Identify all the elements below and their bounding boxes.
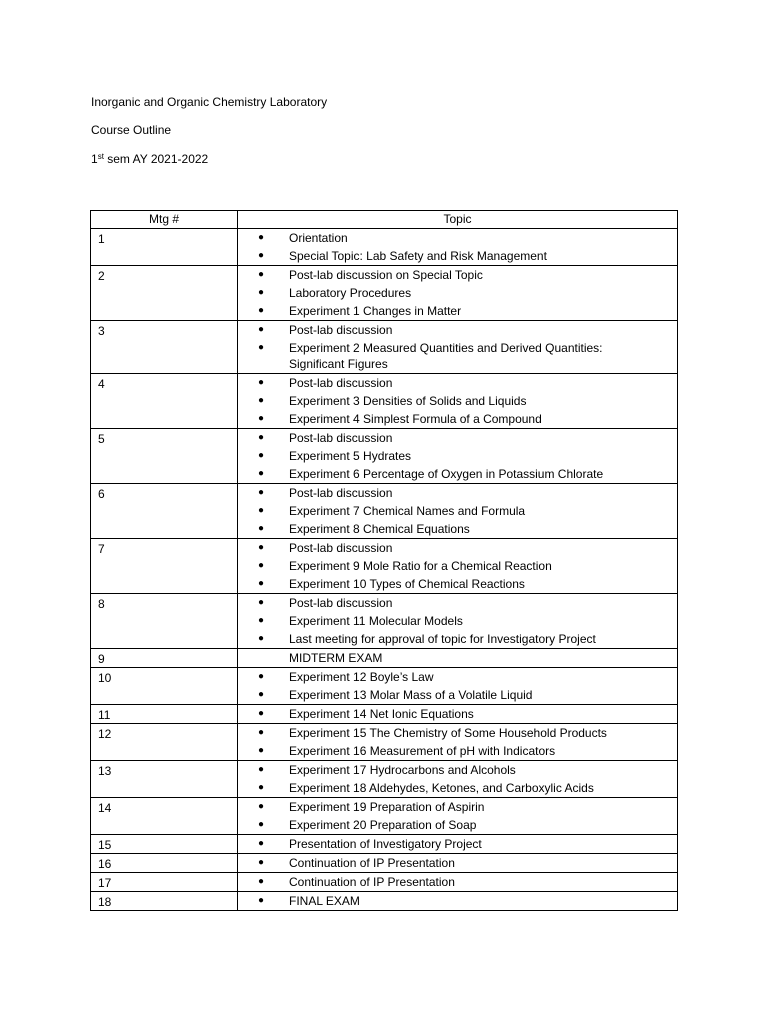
topic-cell <box>238 321 678 374</box>
topic-item <box>238 284 677 302</box>
semester-text: sem AY 2021-2022 <box>103 152 209 166</box>
topic-item <box>238 321 677 339</box>
topic-text: Experiment 9 Mole Ratio for a Chemical Reaction <box>289 559 552 573</box>
topic-text: Experiment 10 Types of Chemical Reactions <box>289 577 525 591</box>
meeting-number: 2 <box>91 266 238 321</box>
table-row <box>91 539 678 594</box>
topic-text: Experiment 20 Preparation of Soap <box>289 818 477 832</box>
topic-text: Post-lab discussion <box>289 431 393 445</box>
topic-text: Experiment 18 Aldehydes, Ketones, and Carboxylic Acids <box>289 781 594 795</box>
topic-cell <box>238 649 678 668</box>
topic-item <box>238 816 677 834</box>
topic-text: Orientation <box>289 231 348 245</box>
bullet-icon: ● <box>258 487 265 498</box>
topic-item <box>238 410 677 428</box>
topic-text: Experiment 16 Measurement of pH with Indicators <box>289 744 556 758</box>
topic-item <box>238 854 677 872</box>
topic-cell <box>238 229 678 266</box>
topic-item <box>238 594 677 612</box>
topic-item <box>238 520 677 538</box>
semester-line <box>91 151 208 167</box>
bullet-icon: ● <box>258 689 265 700</box>
topic-item <box>238 892 677 910</box>
table-row <box>91 892 678 911</box>
bullet-icon: ● <box>258 764 265 775</box>
topic-text: Last meeting for approval of topic for Investigatory Project <box>289 632 596 646</box>
bullet-icon: ● <box>258 727 265 738</box>
bullet-icon: ● <box>258 523 265 534</box>
topic-item <box>238 247 677 265</box>
topic-item <box>238 229 677 247</box>
bullet-icon: ● <box>258 413 265 424</box>
bullet-icon: ● <box>258 819 265 830</box>
topic-text: Experiment 17 Hydrocarbons and Alcohols <box>289 763 516 777</box>
topic-item <box>238 705 677 723</box>
topic-cell <box>238 266 678 321</box>
topic-item <box>238 374 677 392</box>
topic-cell <box>238 705 678 724</box>
bullet-icon: ● <box>258 232 265 243</box>
meeting-number: 8 <box>91 594 238 649</box>
bullet-icon: ● <box>258 468 265 479</box>
topic-text: Experiment 15 The Chemistry of Some Household Products <box>289 726 607 740</box>
table-row <box>91 484 678 539</box>
topic-text: Experiment 7 Chemical Names and Formula <box>289 504 526 518</box>
meeting-number: 17 <box>91 873 238 892</box>
column-header-mtg: Mtg # <box>91 211 238 229</box>
meeting-number: 16 <box>91 854 238 873</box>
topic-text: Experiment 6 Percentage of Oxygen in Potassium Chlorate <box>289 467 604 481</box>
table-row <box>91 668 678 705</box>
topic-item <box>238 668 677 686</box>
topic-item <box>238 302 677 320</box>
topic-cell <box>238 724 678 761</box>
topic-item <box>238 392 677 410</box>
bullet-icon: ● <box>258 560 265 571</box>
topic-text: Experiment 1 Changes in Matter <box>289 304 462 318</box>
topic-item <box>238 484 677 502</box>
bullet-icon: ● <box>258 615 265 626</box>
bullet-icon: ● <box>258 801 265 812</box>
table-row <box>91 873 678 892</box>
bullet-icon: ● <box>258 876 265 887</box>
topic-text: Presentation of Investigatory Project <box>289 837 482 851</box>
topic-item <box>238 649 677 667</box>
bullet-icon: ● <box>258 633 265 644</box>
table-header-row <box>91 211 678 229</box>
meeting-number: 4 <box>91 374 238 429</box>
bullet-icon: ● <box>258 745 265 756</box>
semester-ordinal: st <box>97 152 104 161</box>
topic-item <box>238 447 677 465</box>
table-row <box>91 321 678 374</box>
bullet-icon: ● <box>258 857 265 868</box>
topic-cell <box>238 873 678 892</box>
meeting-number: 18 <box>91 892 238 911</box>
semester-number: 1 <box>91 152 98 166</box>
table-row <box>91 761 678 798</box>
bullet-icon: ● <box>258 708 265 719</box>
bullet-icon: ● <box>258 838 265 849</box>
bullet-icon: ● <box>258 542 265 553</box>
topic-text: Experiment 3 Densities of Solids and Liquids <box>289 394 527 408</box>
topic-text: Continuation of IP Presentation <box>289 875 455 889</box>
bullet-icon: ● <box>258 505 265 516</box>
bullet-icon: ● <box>258 782 265 793</box>
topic-item <box>238 557 677 575</box>
meeting-number: 1 <box>91 229 238 266</box>
topic-cell <box>238 374 678 429</box>
bullet-icon: ● <box>258 578 265 589</box>
topic-item <box>238 724 677 742</box>
topic-cell <box>238 835 678 854</box>
bullet-icon: ● <box>258 324 265 335</box>
topic-cell <box>238 539 678 594</box>
bullet-icon: ● <box>258 269 265 280</box>
topic-text: Post-lab discussion on Special Topic <box>289 268 483 282</box>
meeting-number: 10 <box>91 668 238 705</box>
topic-item <box>238 575 677 593</box>
topic-item <box>238 835 677 853</box>
topic-text: Continuation of IP Presentation <box>289 856 455 870</box>
topic-item <box>238 266 677 284</box>
meeting-number: 15 <box>91 835 238 854</box>
bullet-icon: ● <box>258 432 265 443</box>
bullet-icon: ● <box>258 287 265 298</box>
topic-text: Experiment 14 Net Ionic Equations <box>289 707 474 721</box>
topic-item <box>238 742 677 760</box>
bullet-icon: ● <box>258 395 265 406</box>
topic-text: Special Topic: Lab Safety and Risk Management <box>289 249 547 263</box>
topic-cell <box>238 892 678 911</box>
meeting-number: 9 <box>91 649 238 668</box>
table-row <box>91 229 678 266</box>
topic-cell <box>238 761 678 798</box>
table-row <box>91 724 678 761</box>
topic-item <box>238 873 677 891</box>
table-row <box>91 854 678 873</box>
topic-item <box>238 357 677 373</box>
bullet-icon: ● <box>258 597 265 608</box>
bullet-icon: ● <box>258 450 265 461</box>
meeting-number: 3 <box>91 321 238 374</box>
table-row <box>91 374 678 429</box>
bullet-icon: ● <box>258 342 265 353</box>
topic-text: FINAL EXAM <box>289 894 360 908</box>
topic-item <box>238 686 677 704</box>
topic-item <box>238 539 677 557</box>
topic-item <box>238 339 677 357</box>
topic-text: Post-lab discussion <box>289 376 393 390</box>
meeting-number: 14 <box>91 798 238 835</box>
meeting-number: 11 <box>91 705 238 724</box>
topic-item <box>238 798 677 816</box>
bullet-icon: ● <box>258 305 265 316</box>
topic-text: Post-lab discussion <box>289 596 393 610</box>
topic-text: Laboratory Procedures <box>289 286 412 300</box>
topic-item <box>238 465 677 483</box>
topic-text: Experiment 12 Boyle’s Law <box>289 670 434 684</box>
course-subtitle: Course Outline <box>91 123 172 137</box>
topic-text: Experiment 8 Chemical Equations <box>289 522 470 536</box>
table-row <box>91 429 678 484</box>
column-header-topic: Topic <box>238 211 678 229</box>
topic-item <box>238 761 677 779</box>
topic-item <box>238 779 677 797</box>
topic-text: Experiment 13 Molar Mass of a Volatile Liquid <box>289 688 533 702</box>
meeting-number: 6 <box>91 484 238 539</box>
table-row <box>91 705 678 724</box>
table-row <box>91 649 678 668</box>
topic-text: Post-lab discussion <box>289 541 393 555</box>
bullet-icon: ● <box>258 895 265 906</box>
topic-cell <box>238 668 678 705</box>
meeting-number: 7 <box>91 539 238 594</box>
topic-cell <box>238 798 678 835</box>
topic-cell <box>238 594 678 649</box>
course-title: Inorganic and Organic Chemistry Laboratory <box>91 95 328 109</box>
topic-item <box>238 612 677 630</box>
meeting-number: 13 <box>91 761 238 798</box>
bullet-icon: ● <box>258 377 265 388</box>
meeting-number: 5 <box>91 429 238 484</box>
topic-cell <box>238 429 678 484</box>
topic-text: Experiment 4 Simplest Formula of a Compound <box>289 412 542 426</box>
table-row <box>91 835 678 854</box>
table-row <box>91 594 678 649</box>
course-outline-table <box>90 210 678 911</box>
bullet-icon: ● <box>258 671 265 682</box>
topic-item <box>238 429 677 447</box>
topic-text: Experiment 11 Molecular Models <box>289 614 463 628</box>
table-body <box>91 229 678 911</box>
topic-text: Significant Figures <box>289 357 388 371</box>
topic-text: Experiment 2 Measured Quantities and Derived Quantities: <box>289 341 603 355</box>
table-row <box>91 266 678 321</box>
meeting-number: 12 <box>91 724 238 761</box>
topic-text: MIDTERM EXAM <box>289 651 383 665</box>
table-row <box>91 798 678 835</box>
topic-text: Post-lab discussion <box>289 486 393 500</box>
topic-item <box>238 502 677 520</box>
bullet-icon: ● <box>258 250 265 261</box>
topic-item <box>238 630 677 648</box>
topic-text: Post-lab discussion <box>289 323 393 337</box>
topic-text: Experiment 19 Preparation of Aspirin <box>289 800 485 814</box>
topic-text: Experiment 5 Hydrates <box>289 449 412 463</box>
topic-cell <box>238 854 678 873</box>
topic-cell <box>238 484 678 539</box>
